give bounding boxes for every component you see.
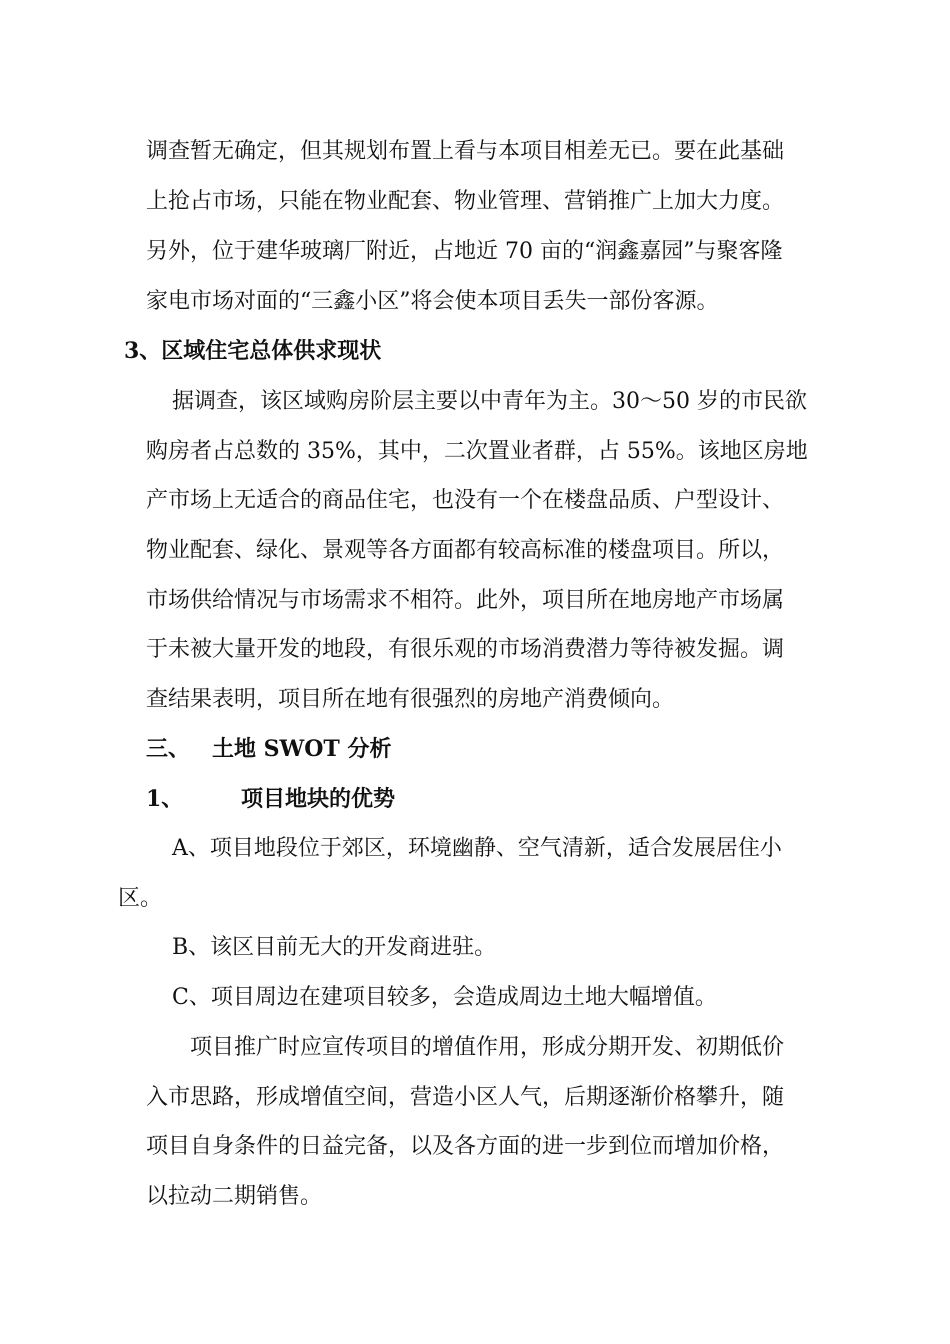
- paragraph-line: 家电市场对面的“三鑫小区”将会使本项目丢失一部份客源。: [146, 289, 719, 314]
- paragraph-line: 于未被大量开发的地段，有很乐观的市场消费潜力等待被发掘。调: [146, 637, 785, 662]
- paragraph-line: 查结果表明，项目所在地有很强烈的房地产消费倾向。: [146, 687, 675, 712]
- paragraph-line: 项目自身条件的日益完备，以及各方面的进一步到位而增加价格，: [146, 1134, 785, 1159]
- paragraph-line: 物业配套、绿化、景观等各方面都有较高标准的楼盘项目。所以，: [146, 538, 785, 563]
- paragraph-line: 入市思路，形成增值空间，营造小区人气，后期逐渐价格攀升，随: [146, 1085, 785, 1110]
- list-item: A、项目地段位于郊区，环境幽静、空气清新，适合发展居住小: [172, 836, 782, 861]
- section-heading: 3、区域住宅总体供求现状: [124, 338, 382, 364]
- chapter-heading: [146, 735, 391, 763]
- list-item: B、该区目前无大的开发商进驻。: [172, 935, 497, 960]
- chapter-heading-number: 三、: [146, 736, 191, 762]
- subsection-heading-number: 1、: [146, 786, 184, 812]
- paragraph-line: 上抢占市场，只能在物业配套、物业管理、营销推广上加大力度。: [146, 189, 785, 214]
- paragraph-line: 以拉动二期销售。: [146, 1184, 323, 1209]
- paragraph-line: 项目推广时应宣传项目的增值作用，形成分期开发、初期低价: [190, 1035, 785, 1060]
- list-item-continuation: 区。: [118, 886, 163, 911]
- paragraph-line: 另外，位于建华玻璃厂附近，占地近 70 亩的“润鑫嘉园”与聚客隆: [146, 239, 783, 264]
- paragraph-line: 市场供给情况与市场需求不相符。此外，项目所在地房地产市场属: [146, 588, 785, 613]
- paragraph-line: 购房者占总数的 35%，其中，二次置业者群，占 55%。该地区房地: [146, 439, 808, 464]
- subsection-heading-text: 项目地块的优势: [241, 786, 396, 812]
- list-item: C、项目周边在建项目较多，会造成周边土地大幅增值。: [172, 985, 717, 1010]
- paragraph-line: 据调查，该区域购房阶层主要以中青年为主。30～50 岁的市民欲: [172, 389, 807, 414]
- paragraph-line: 产市场上无适合的商品住宅，也没有一个在楼盘品质、户型设计、: [146, 488, 785, 513]
- subsection-heading: [146, 785, 395, 813]
- paragraph-line: 调查暂无确定，但其规划布置上看与本项目相差无已。要在此基础: [146, 139, 785, 164]
- chapter-heading-text: 土地 SWOT 分析: [212, 736, 392, 762]
